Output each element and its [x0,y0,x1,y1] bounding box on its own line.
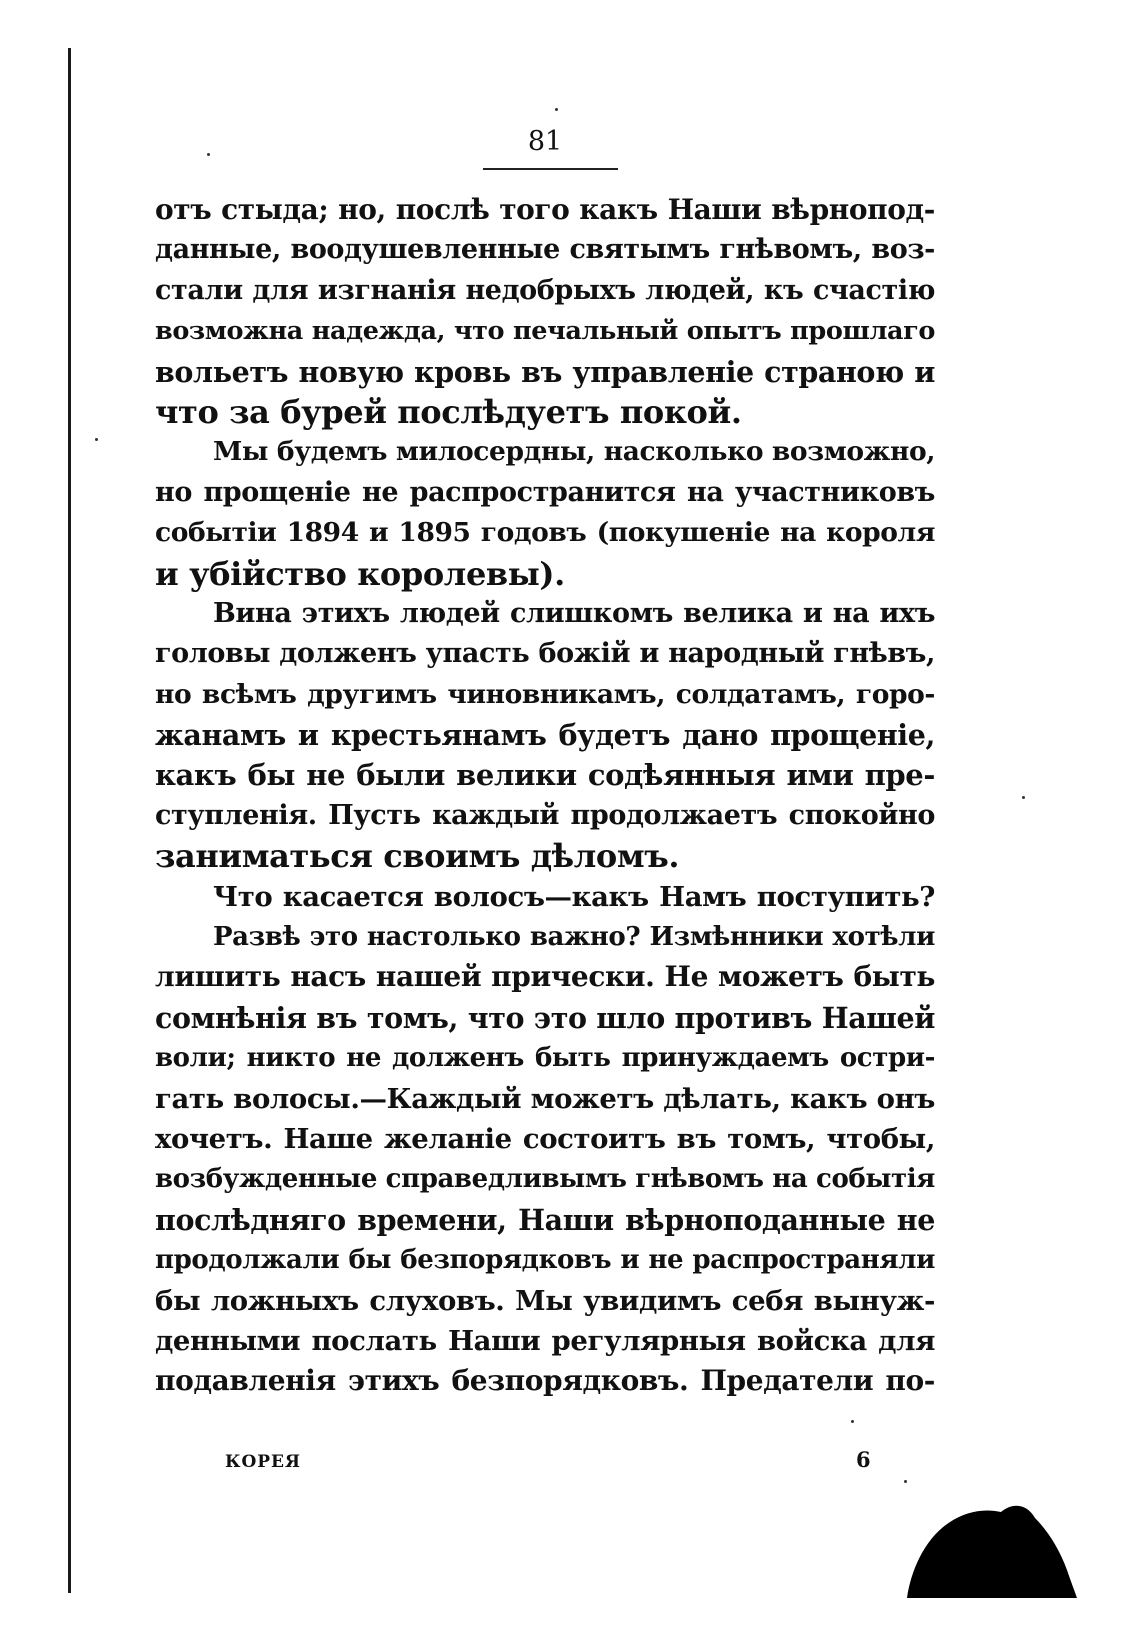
text-line: вольетъ новую кровь въ управленіе страною и [155,354,935,389]
text-line: событіи 1894 и 1895 годовъ (покушеніе на короля [155,517,935,549]
print-speck [207,153,210,156]
text-line: какъ бы не были велики содѣянныя ими пре- [155,758,935,793]
text-line: данные, воодушевленные святымъ гнѣвомъ, воз- [155,234,935,266]
text-line: стали для изгнанія недобрыхъ людей, къ счастію [155,274,935,306]
signature-mark: КОРЕЯ [225,1452,302,1472]
text-line: но всѣмъ другимъ чиновникамъ, солдатамъ, горо- [155,678,935,710]
print-speck [95,438,98,441]
text-line: ступленія. Пусть каждый продолжаетъ спокойно [155,799,935,831]
sheet-number: 6 [856,1447,871,1472]
text-line: но прощеніе не распространится на участниковъ [155,476,935,508]
text-line: Развѣ это настолько важно? Измѣнники хотѣли [213,922,935,953]
text-line: что за бурей послѣдуетъ покой. [155,392,742,431]
print-speck [555,108,558,111]
text-line: послѣдняго времени, Наши вѣрноподанные не [155,1202,935,1237]
text-line: заниматься своимъ дѣломъ. [155,837,680,876]
text-line: головы долженъ упасть божій и народный гнѣвъ, [155,638,935,670]
page-number: 81 [527,126,563,157]
text-line: денными послать Наши регулярныя войска для [155,1324,935,1357]
body-text [155,190,935,1402]
text-line: отъ стыда; но, послѣ того какъ Наши вѣрнопод- [155,193,935,226]
text-line: бы ложныхъ слуховъ. Мы увидимъ себя вынуж- [155,1284,935,1317]
text-line: Что касается волосъ—какъ Намъ поступить? [213,880,935,913]
text-line: Вина этихъ людей слишкомъ велика и на ихъ [213,597,935,629]
text-line: продолжали бы безпорядковъ и не распространяли [155,1245,935,1276]
text-line: воли; никто не долженъ быть принуждаемъ остри- [155,1043,935,1074]
text-line: жанамъ и крестьянамъ будетъ дано прощеніе, [155,718,935,753]
print-speck [851,1420,854,1423]
text-line: возможна надежда, что печальный опытъ прошлаго [155,316,935,347]
ink-blot [905,1500,1085,1600]
text-line: возбужденные справедливымъ гнѣвомъ на событія [155,1164,935,1195]
text-line: и убійство королевы). [155,554,565,593]
print-speck [1022,796,1025,799]
text-line: хочетъ. Наше желаніе состоитъ въ томъ, чтобы, [155,1122,935,1155]
print-speck [904,1480,907,1483]
text-line: лишить насъ нашей прически. Не можетъ быть [155,960,935,994]
text-line: Мы будемъ милосердны, насколько возможно, [213,436,935,468]
header-rule [483,168,618,170]
text-line: подавленія этихъ безпорядковъ. Предатели по- [155,1364,935,1398]
page-edge-rule [68,48,71,1593]
text-line: гать волосы.—Каждый можетъ дѣлать, какъ онъ [155,1082,935,1115]
text-line: сомнѣнія въ томъ, что это шло противъ Нашей [155,1000,935,1035]
